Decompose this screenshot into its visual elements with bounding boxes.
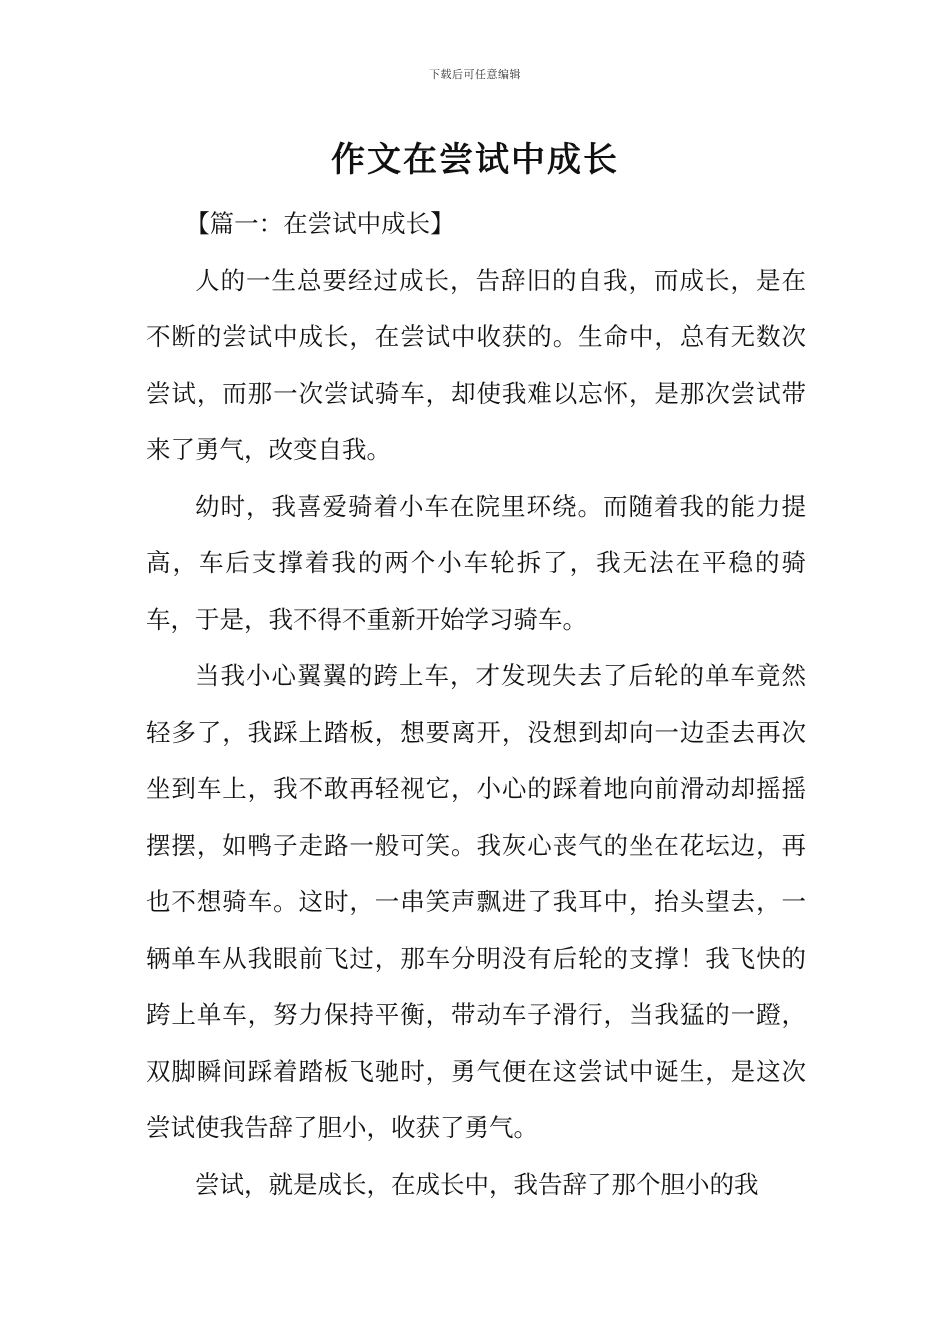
section-heading: 【篇一：在尝试中成长】 — [185, 209, 455, 238]
paragraph: 当我小心翼翼的跨上车，才发现失去了后轮的单车竟然轻多了，我踩上踏板，想要离开，没想到却向一边歪去再次坐到车上，我不敢再轻视它，小心的踩着地向前滑动却摇摇摆摆，如鸭子走路一般可笑。我灰心丧气的坐在花坛边，再也不想骑车。这时，一串笑声飘进了我耳中，抬头望去，一辆单车从我眼前飞过，那车分明没有后轮的支撑！我飞快的跨上单车，努力保持平衡，带动车子滑行，当我猛的一蹬，双脚瞬间踩着踏板飞驰时，勇气便在这尝试中诞生，是这次尝试使我告辞了胆小，收获了勇气。 — [146, 661, 806, 1142]
header-note: 下载后可任意编辑 — [429, 68, 521, 81]
document-body — [146, 196, 806, 1213]
paragraph: 人的一生总要经过成长，告辞旧的自我，而成长，是在不断的尝试中成长，在尝试中收获的。生命中，总有无数次尝试，而那一次尝试骑车，却使我难以忘怀，是那次尝试带来了勇气，改变自我。 — [146, 265, 806, 464]
document-title: 作文在尝试中成长 — [331, 140, 619, 180]
paragraph: 尝试，就是成长，在成长中，我告辞了那个胆小的我 — [195, 1169, 759, 1199]
paragraph: 幼时，我喜爱骑着小车在院里环绕。而随着我的能力提高，车后支撑着我的两个小车轮拆了，我无法在平稳的骑车，于是，我不得不重新开始学习骑车。 — [146, 491, 806, 634]
